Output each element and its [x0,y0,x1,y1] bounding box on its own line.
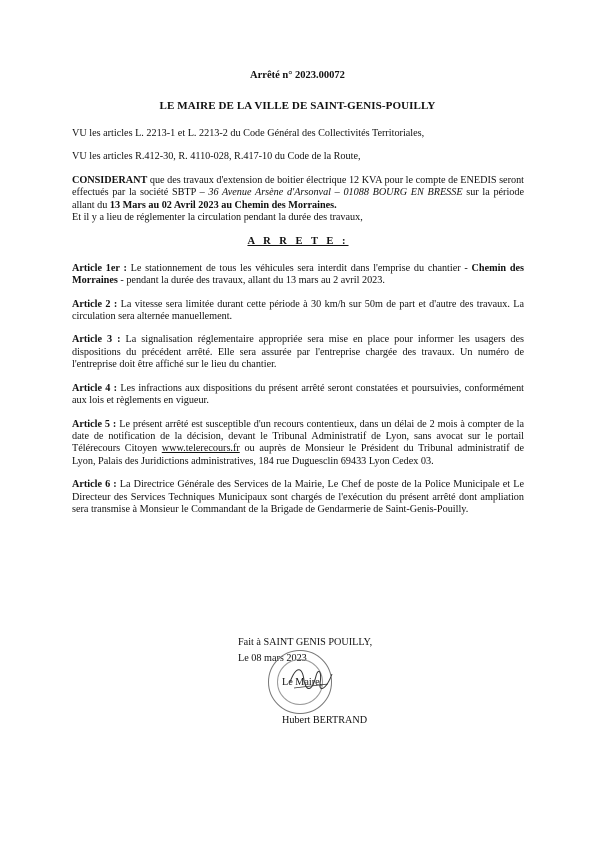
considerant-text-2: sur la période allant du [72,187,524,211]
signature-place: Fait à SAINT GENIS POUILLY, [238,637,373,648]
telerecours-link[interactable]: www.telerecours.fr [161,443,240,455]
article-5 [72,419,524,469]
article-1-label: Article 1er : [72,262,127,274]
article-4-label: Article 4 : [72,382,118,394]
article-3-label: Article 3 : [72,334,121,346]
article-6-text: La Directrice Générale des Services de la Mairie, Le Chef de poste de la Police Municipale et Le Directeur des Services Techniques Municipaux sont chargés de l'exécution du présent arrêté dont ampliation sera transmise à Monsieur le Commandant de la Brigade de Gendarmerie de Saint-Genis-Pouilly. [72,479,524,515]
article-2-text: La vitesse sera limitée durant cette période à 30 km/h sur 50m de part et d'autre des travaux. La circulation sera alternée manuellement. [72,298,524,323]
contractor-address: 36 Avenue Arsène d'Arsonval – 01088 BOURG EN BRESSE [208,187,463,199]
handwritten-signature [286,662,336,698]
article-3 [72,334,524,371]
article-1-text-1: Le stationnement de tous les véhicules sera interdit dans l'emprise du chantier - [126,262,472,274]
article-2 [72,299,524,324]
article-6-label: Article 6 : [72,479,117,491]
article-1-street: Chemin des Morraines [72,262,524,287]
mayor-heading: LE MAIRE DE LA VILLE DE SAINT-GENIS-POUILLY [159,100,436,112]
vu-paragraph-1: VU les articles L. 2213-1 et L. 2213-2 du Code Général des Collectivités Territoriales, [72,128,425,139]
arrete-heading: A R R E T E : [247,236,349,248]
considerant-label: CONSIDERANT [72,174,148,186]
article-5-text-1: Le présent arrêté est susceptible d'un recours contentieux, dans un délai de 2 mois à compter de la date de notification de la décision, devant le Tribunal Administratif de Lyon, sans avocat sur le portail Télérecours Citoyen [72,418,524,455]
mayor-name: Hubert BERTRAND [282,715,368,726]
considerant-paragraph [72,175,524,212]
signature-date: Le 08 mars 2023 [238,653,307,664]
article-1 [72,263,524,288]
article-4 [72,383,524,408]
article-6 [72,479,524,516]
lieu-paragraph: Et il y a lieu de réglementer la circulation pendant la durée des travaux, [72,212,363,224]
article-2-label: Article 2 : [72,298,118,310]
document-body [72,128,524,527]
article-4-text: Les infractions aux dispositions du présent arrêté seront constatées et poursuivies, conformément aux lois et règlements en vigueur. [72,382,524,407]
article-3-text: La signalisation réglementaire appropriée sera mise en place pour informer les usagers des dispositions du précédent arrêté. Elle sera assurée par l'entreprise chargée des travaux. Un numéro de l'entreprise doit être affiché sur le lieu du chantier. [72,334,524,371]
article-1-text-2: - pendant la durée des travaux, allant du 13 mars au 2 avril 2023. [117,275,385,287]
signature-role: Le Maire, [282,677,323,688]
vu-paragraph-2: VU les articles R.412-30, R. 4110-028, R.417-10 du Code de la Route, [72,151,361,163]
arrete-number: Arrêté n° 2023.00072 [250,70,345,81]
considerant-text-1: que des travaux d'extension de boitier électrique 12 KVA pour le compte de ENEDIS seront effectués par la société SBTP – [72,174,524,199]
article-5-text-2: ou auprès de Monsieur le Président du Tribunal administratif de Lyon, Palais des Juridictions administratives, 184 rue Duguesclin 69433 Lyon Cedex 03. [72,443,524,467]
work-period: 13 Mars au 02 Avril 2023 au Chemin des Morraines. [109,199,337,211]
article-5-label: Article 5 : [72,418,117,430]
